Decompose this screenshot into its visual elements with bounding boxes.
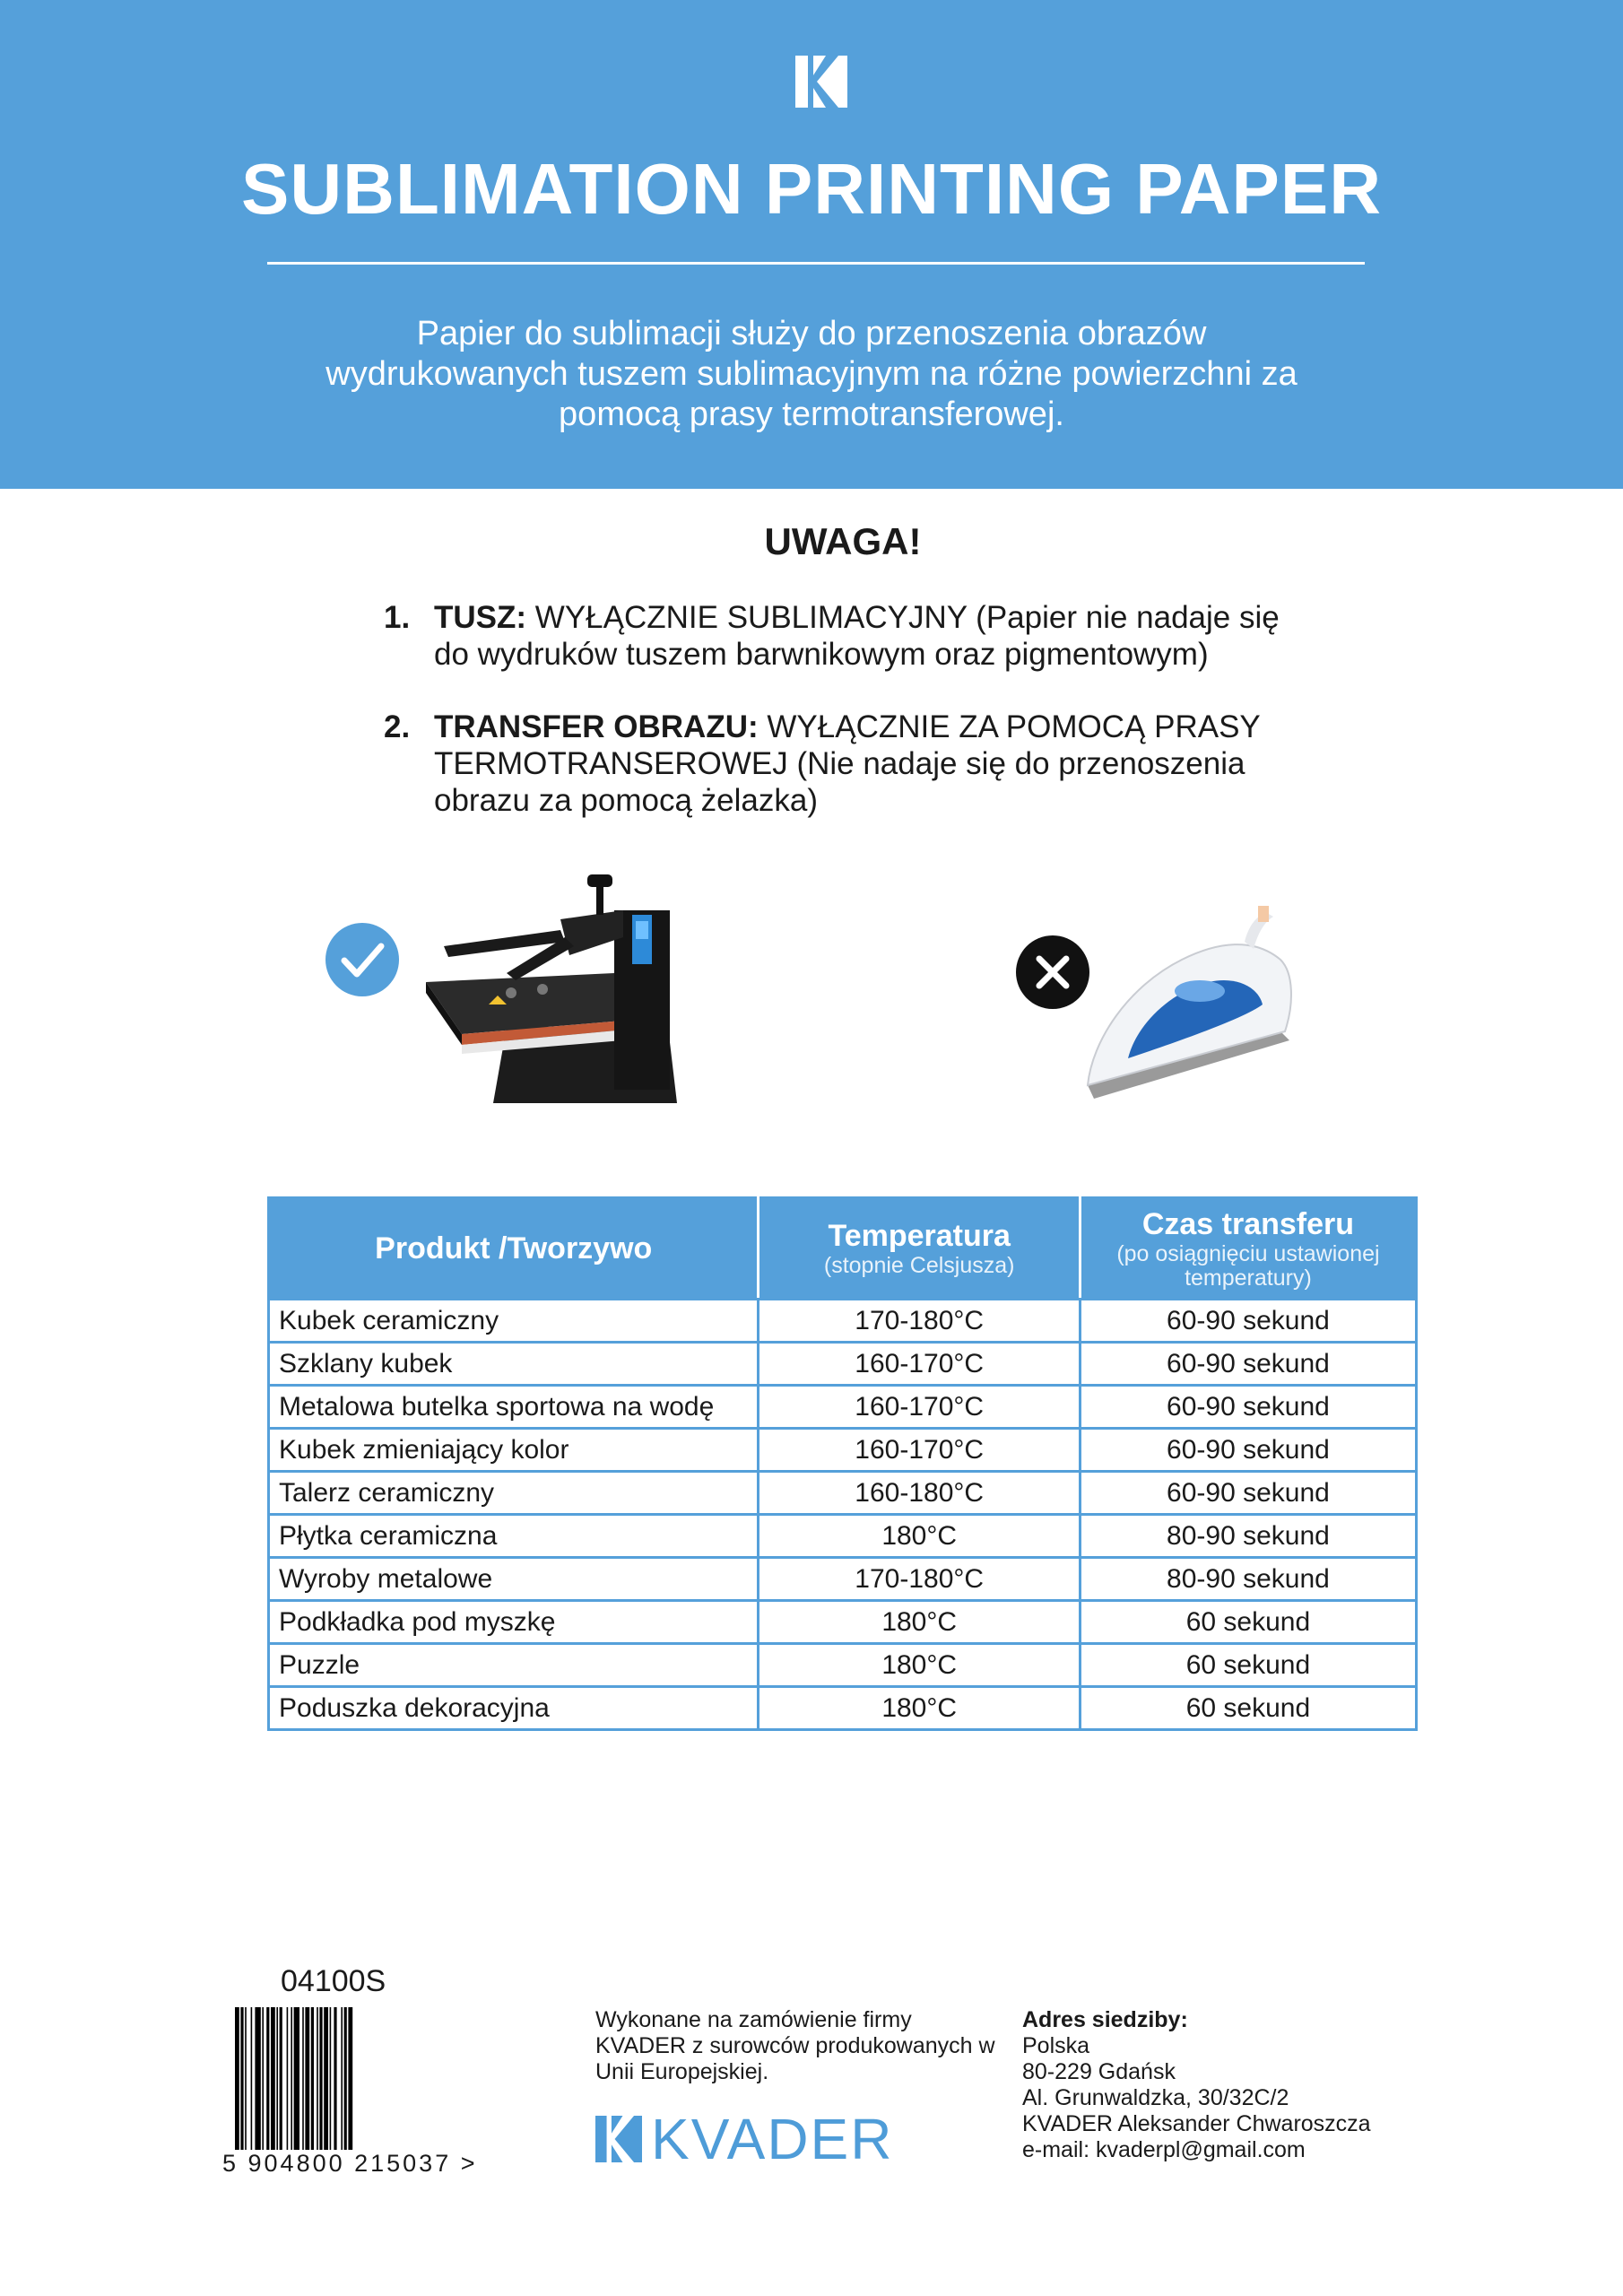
product-cell: Szklany kubek — [269, 1343, 759, 1386]
temperature-cell: 160-170°C — [759, 1343, 1080, 1386]
product-cell: Płytka ceramiczna — [269, 1515, 759, 1558]
table-row — [269, 1429, 1417, 1472]
brand-logo — [595, 2107, 894, 2171]
notice-text: WYŁĄCZNIE SUBLIMACYJNY (Papier nie nadaje się do wydruków tuszem barwnikowym oraz pigmentowym) — [434, 600, 1280, 672]
temperature-cell: 180°C — [759, 1644, 1080, 1687]
table-row — [269, 1386, 1417, 1429]
made-for-text: Wykonane na zamówienie firmy KVADER z surowców produkowanych w Unii Europejskiej. — [595, 2007, 995, 2084]
company-address — [1022, 2007, 1371, 2163]
barcode-icon — [235, 2007, 434, 2173]
notice-heading: UWAGA! — [764, 520, 922, 562]
product-cell: Metalowa butelka sportowa na wodę — [269, 1386, 759, 1429]
time-cell: 60-90 sekund — [1080, 1472, 1416, 1515]
product-cell: Kubek zmieniający kolor — [269, 1429, 759, 1472]
transfer-settings-table — [267, 1196, 1418, 1731]
address-line: Polska — [1022, 2033, 1090, 2058]
column-header-product — [269, 1198, 759, 1300]
notice-item — [384, 709, 1298, 819]
notice-list — [384, 599, 1298, 855]
table-row — [269, 1343, 1417, 1386]
kvader-k-logo-icon — [595, 2116, 642, 2162]
table-row — [269, 1300, 1417, 1343]
intro-text: Papier do sublimacji służy do przenoszenia obrazów wydrukowanych tuszem sublimacyjnym na różne powierzchni za pomocą prasy termotransferowej. — [325, 315, 1298, 433]
table-row — [269, 1644, 1417, 1687]
notice-label: TUSZ: — [434, 600, 527, 635]
product-cell: Talerz ceramiczny — [269, 1472, 759, 1515]
temperature-cell: 160-180°C — [759, 1472, 1080, 1515]
column-header-time — [1080, 1198, 1416, 1300]
temperature-cell: 180°C — [759, 1687, 1080, 1730]
time-cell: 60-90 sekund — [1080, 1300, 1416, 1343]
temperature-cell: 180°C — [759, 1601, 1080, 1644]
column-header-product-label: Produkt /Tworzywo — [375, 1231, 653, 1265]
kvader-k-logo-icon — [795, 56, 847, 108]
table-row — [269, 1515, 1417, 1558]
time-cell: 60-90 sekund — [1080, 1429, 1416, 1472]
column-header-temperature — [759, 1198, 1080, 1300]
temperature-cell: 170-180°C — [759, 1558, 1080, 1601]
table-header-row — [269, 1198, 1417, 1300]
product-cell: Wyroby metalowe — [269, 1558, 759, 1601]
heat-press-image — [408, 874, 695, 1117]
address-line: 80-229 Gdańsk — [1022, 2059, 1176, 2084]
temperature-cell: 160-170°C — [759, 1386, 1080, 1429]
time-cell: 60-90 sekund — [1080, 1343, 1416, 1386]
temperature-cell: 160-170°C — [759, 1429, 1080, 1472]
clothes-iron-image — [1074, 906, 1298, 1099]
page-title: SUBLIMATION PRINTING PAPER — [241, 149, 1382, 229]
time-cell: 60 sekund — [1080, 1644, 1416, 1687]
brand-name: KVADER — [651, 2107, 894, 2171]
address-label: Adres siedziby: — [1022, 2007, 1188, 2032]
divider — [267, 262, 1365, 265]
notice-number: 1. — [384, 600, 411, 635]
address-line: KVADER Aleksander Chwaroszcza — [1022, 2111, 1371, 2136]
email-line: e-mail: kvaderpl@gmail.com — [1022, 2137, 1306, 2162]
product-code: 04100S — [281, 1964, 386, 1998]
column-header-time-label: Czas transferu — [1141, 1206, 1355, 1241]
product-cell: Kubek ceramiczny — [269, 1300, 759, 1343]
notice-text: WYŁĄCZNIE ZA POMOCĄ PRASY TERMOTRANSEROWEJ (Nie nadaje się do przenoszenia obrazu za pomocą żelazka) — [434, 709, 1261, 818]
product-cell: Poduszka dekoracyjna — [269, 1687, 759, 1730]
notice-number: 2. — [384, 709, 411, 744]
address-line: Al. Grunwaldzka, 30/32C/2 — [1022, 2085, 1289, 2110]
column-header-time-sub: (po osiągnięciu ustawionej temperatury) — [1116, 1240, 1380, 1291]
time-cell: 80-90 sekund — [1080, 1515, 1416, 1558]
temperature-cell: 180°C — [759, 1515, 1080, 1558]
table-row — [269, 1687, 1417, 1730]
check-circle-icon — [325, 922, 400, 997]
column-header-temperature-label: Temperatura — [828, 1219, 1011, 1253]
notice-label: TRANSFER OBRAZU: — [434, 709, 759, 744]
notice-item — [384, 599, 1298, 673]
time-cell: 80-90 sekund — [1080, 1558, 1416, 1601]
temperature-cell: 170-180°C — [759, 1300, 1080, 1343]
table-row — [269, 1601, 1417, 1644]
header-banner — [0, 0, 1623, 489]
product-cell: Podkładka pod myszkę — [269, 1601, 759, 1644]
column-header-temperature-sub: (stopnie Celsjusza) — [823, 1253, 1015, 1278]
barcode-digits: 5 904800 215037 > — [222, 2150, 478, 2177]
time-cell: 60 sekund — [1080, 1601, 1416, 1644]
time-cell: 60-90 sekund — [1080, 1386, 1416, 1429]
table-row — [269, 1558, 1417, 1601]
time-cell: 60 sekund — [1080, 1687, 1416, 1730]
table-row — [269, 1472, 1417, 1515]
product-cell: Puzzle — [269, 1644, 759, 1687]
